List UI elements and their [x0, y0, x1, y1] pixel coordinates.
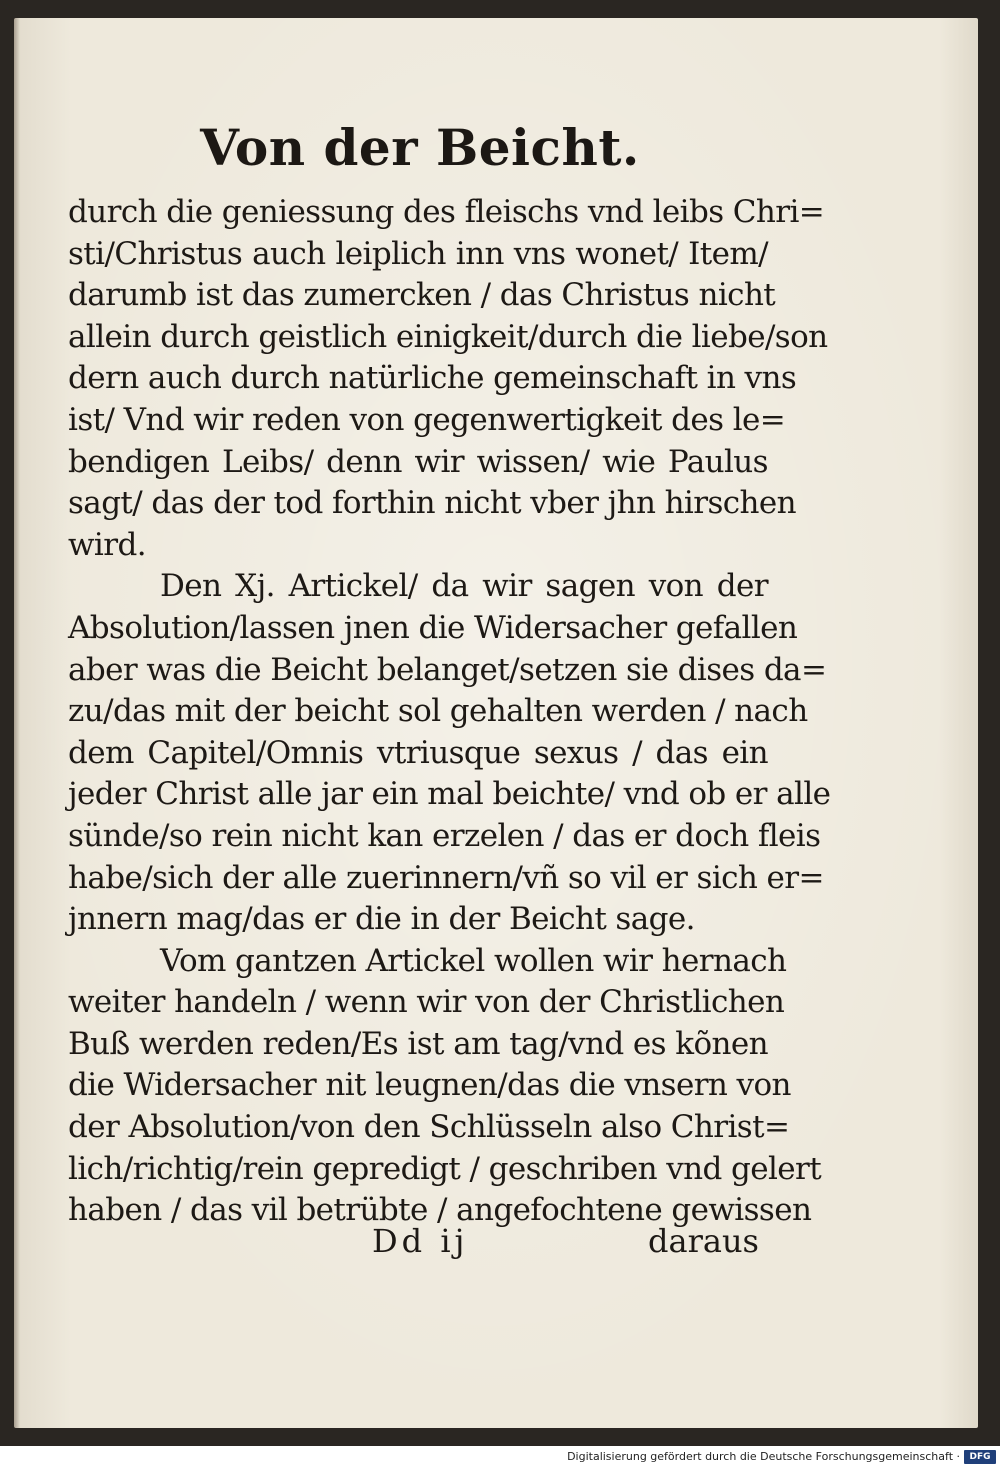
text-line: durch die geniessung des fleischs vnd leibs Chri=: [68, 194, 825, 230]
text-line: darumb ist das zumercken / das Christus nicht: [68, 277, 776, 314]
text-line: sagt/ das der tod forthin nicht vber jhn hirschen: [68, 485, 797, 522]
text-line: weiter handeln / wenn wir von der Christlichen: [68, 984, 785, 1021]
text-line: lich/richtig/rein gepredigt / geschriben vnd gelert: [68, 1150, 822, 1187]
text-line: aber was die Beicht belanget/setzen sie dises da=: [68, 651, 827, 688]
text-line: die Widersacher nit leugnen/das die vnsern von: [68, 1067, 791, 1104]
footer-credit: Digitalisierung gefördert durch die Deutsche Forschungsgemeinschaft ·: [567, 1450, 960, 1463]
footer-bar: [0, 1446, 1000, 1470]
text-line: wird.: [68, 526, 146, 563]
catchword: daraus: [648, 1222, 759, 1260]
signature-mark: Dd ij: [372, 1222, 469, 1260]
text-line: Absolution/lassen jnen die Widersacher gefallen: [68, 609, 798, 646]
dfg-logo: DFG: [964, 1450, 996, 1464]
text-line: bendigen Leibs/ denn wir wissen/ wie Paulus: [68, 443, 768, 480]
spine-shadow: [14, 18, 20, 1428]
page-title: Von der Beicht.: [200, 118, 640, 177]
text-line: jnnern mag/das er die in der Beicht sage.: [68, 901, 695, 938]
text-line: dern auch durch natürliche gemeinschaft in vns: [68, 360, 797, 397]
text-line: Vom gantzen Artickel wollen wir hernach: [160, 942, 787, 979]
text-line: zu/das mit der beicht sol gehalten werden / nach: [68, 693, 808, 730]
text-line: jeder Christ alle jar ein mal beichte/ vnd ob er alle: [68, 776, 831, 813]
text-line: sünde/so rein nicht kan erzelen / das er doch fleis: [68, 817, 821, 854]
text-line: Buß werden reden/Es ist am tag/vnd es kõnen: [68, 1025, 768, 1062]
text-line: haben / das vil betrübte / angefochtene gewissen: [68, 1192, 812, 1229]
text-line: ist/ Vnd wir reden von gegenwertigkeit des le=: [68, 401, 786, 438]
text-line: dem Capitel/Omnis vtriusque sexus / das ein: [68, 734, 768, 771]
body-text: [68, 192, 831, 1232]
catchline: [0, 1222, 1000, 1266]
text-line: Den Xj. Artickel/ da wir sagen von der: [160, 568, 768, 605]
text-line: habe/sich der alle zuerinnern/vñ so vil er sich er=: [68, 859, 824, 896]
text-line: der Absolution/von den Schlüsseln also Christ=: [68, 1109, 790, 1146]
text-line: sti/Christus auch leiplich inn vns wonet/ Item/: [68, 235, 768, 272]
text-line: allein durch geistlich einigkeit/durch die liebe/son: [68, 318, 828, 355]
